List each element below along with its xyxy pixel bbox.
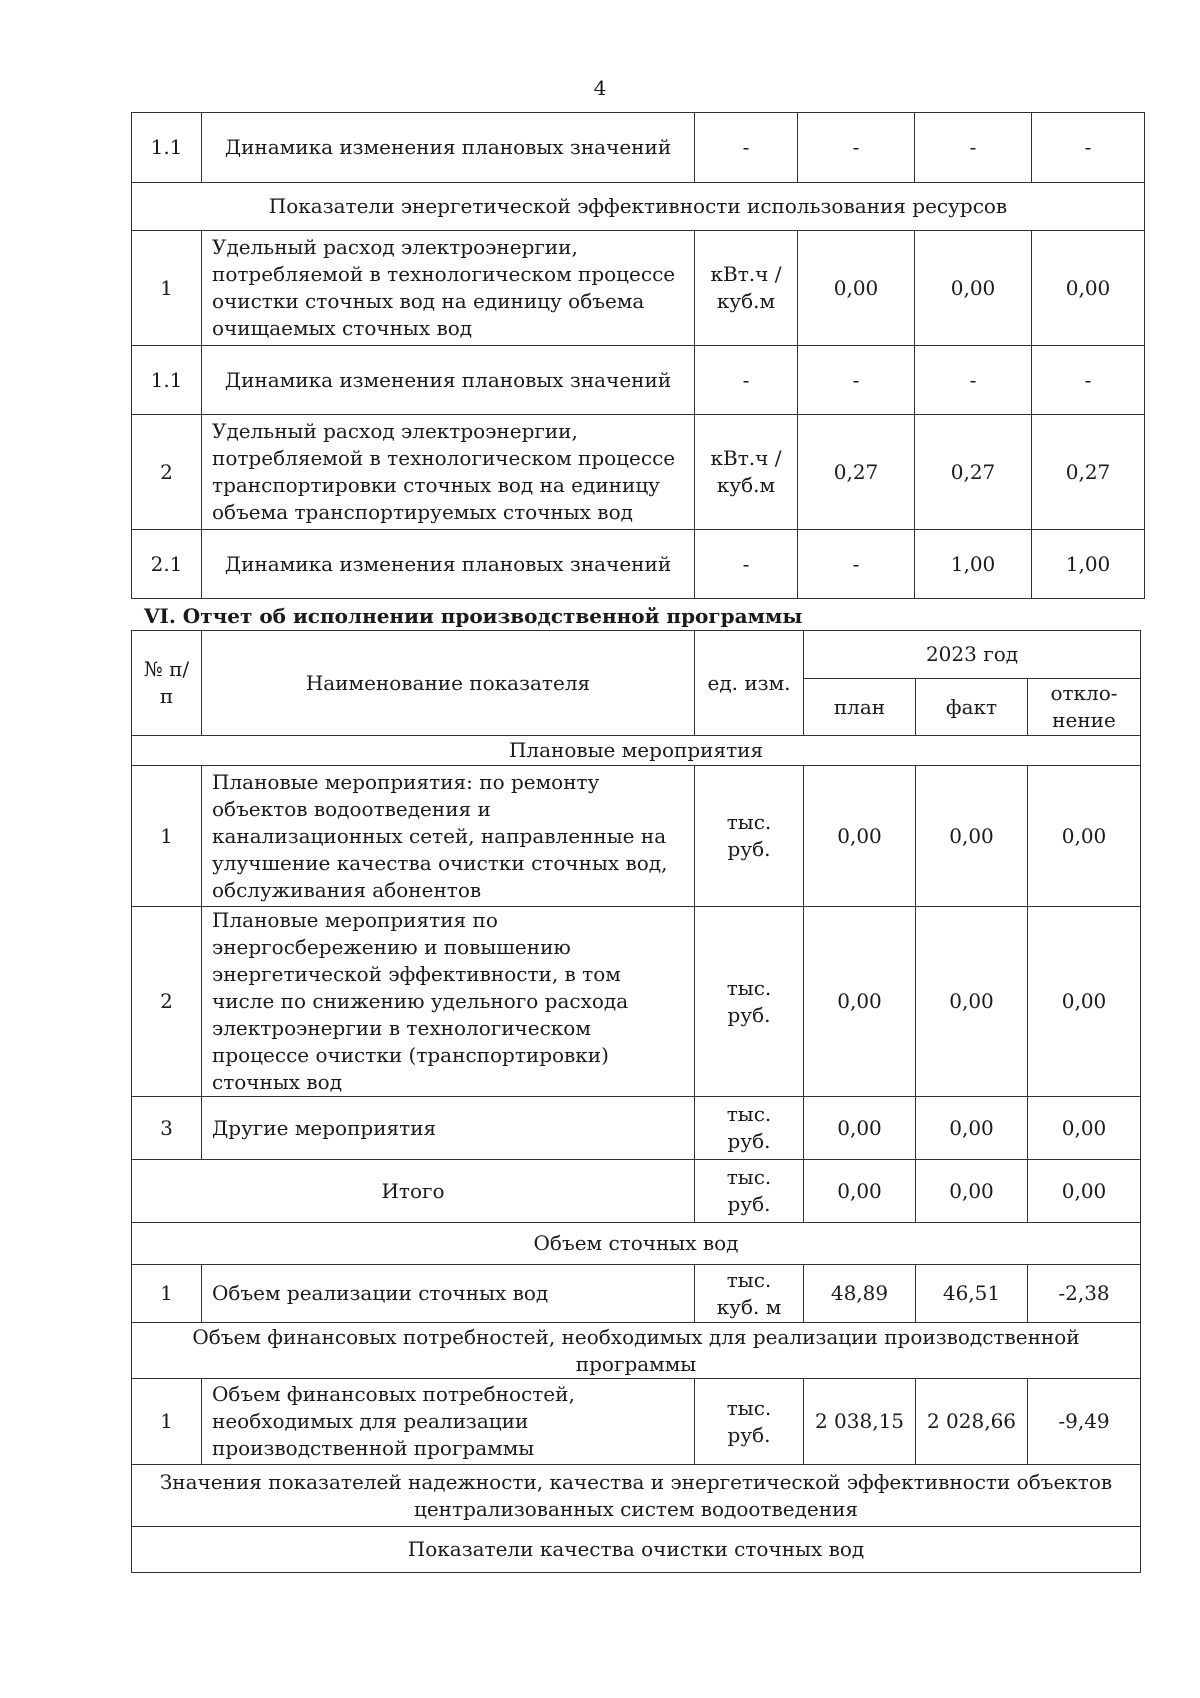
- deviation-cell: -2,38: [1028, 1265, 1141, 1323]
- row-number: 2.1: [132, 530, 202, 599]
- section-row: [132, 183, 1145, 231]
- value-cell: -: [915, 113, 1032, 183]
- value-cell: 0,00: [1032, 231, 1145, 346]
- deviation-cell: 0,00: [1028, 907, 1141, 1097]
- value-cell: 0,00: [915, 231, 1032, 346]
- row-number: 2: [132, 907, 202, 1097]
- indicator-name: Объем финансовых потребностей, необходимых для реализации производственной программы: [202, 1379, 695, 1465]
- unit-cell: тыс. руб.: [695, 1097, 804, 1160]
- section-title: Показатели качества очистки сточных вод: [132, 1527, 1141, 1573]
- total-label: Итого: [132, 1160, 695, 1223]
- section-heading: VI. Отчет об исполнении производственной программы: [144, 604, 803, 628]
- indicators-table: [131, 112, 1145, 599]
- unit-cell: тыс. куб. м: [695, 1265, 804, 1323]
- table-row: [132, 1379, 1141, 1465]
- plan-cell: 0,00: [804, 1160, 916, 1223]
- fact-cell: 2 028,66: [916, 1379, 1028, 1465]
- table-row: [132, 346, 1145, 415]
- table-row: [132, 1265, 1141, 1323]
- value-cell: 0,27: [1032, 415, 1145, 530]
- fact-cell: 0,00: [916, 1160, 1028, 1223]
- page-number: 4: [593, 76, 607, 100]
- section-row: [132, 1323, 1141, 1379]
- section-row: [132, 1527, 1141, 1573]
- unit-cell: тыс. руб.: [695, 907, 804, 1097]
- col-header-name: Наименование показателя: [202, 631, 695, 736]
- plan-cell: 48,89: [804, 1265, 916, 1323]
- row-number: 1: [132, 231, 202, 346]
- unit-cell: -: [695, 530, 798, 599]
- value-cell: -: [1032, 346, 1145, 415]
- section-title: Объем финансовых потребностей, необходимых для реализации производственной программы: [132, 1323, 1141, 1379]
- col-header-number: № п/п: [132, 631, 202, 736]
- indicator-name: Другие мероприятия: [202, 1097, 695, 1160]
- section-row: [132, 1465, 1141, 1527]
- indicator-name: Динамика изменения плановых значений: [202, 346, 695, 415]
- section-row: [132, 736, 1141, 766]
- col-header-year: 2023 год: [804, 631, 1141, 679]
- unit-cell: -: [695, 113, 798, 183]
- deviation-cell: -9,49: [1028, 1379, 1141, 1465]
- section-title: Показатели энергетической эффективности использования ресурсов: [132, 183, 1145, 231]
- indicator-name: Объем реализации сточных вод: [202, 1265, 695, 1323]
- fact-cell: 46,51: [916, 1265, 1028, 1323]
- deviation-cell: 0,00: [1028, 1097, 1141, 1160]
- report-table: [131, 630, 1141, 1573]
- table-row: [132, 231, 1145, 346]
- unit-cell: тыс. руб.: [695, 766, 804, 907]
- row-number: 1.1: [132, 113, 202, 183]
- indicator-name: Динамика изменения плановых значений: [202, 113, 695, 183]
- plan-cell: 0,00: [804, 766, 916, 907]
- unit-cell: кВт.ч / куб.м: [695, 231, 798, 346]
- table-row: [132, 907, 1141, 1097]
- row-number: 1: [132, 1379, 202, 1465]
- value-cell: 0,27: [798, 415, 915, 530]
- indicator-name: Удельный расход электроэнергии, потребляемой в технологическом процессе транспортировки сточных вод на единицу объема транспортируемых сточных вод: [202, 415, 695, 530]
- table-row: [132, 530, 1145, 599]
- section-title: Плановые мероприятия: [132, 736, 1141, 766]
- row-number: 1: [132, 766, 202, 907]
- fact-cell: 0,00: [916, 1097, 1028, 1160]
- value-cell: -: [798, 113, 915, 183]
- indicator-name: Удельный расход электроэнергии, потребляемой в технологическом процессе очистки сточных вод на единицу объема очищаемых сточных вод: [202, 231, 695, 346]
- section-title: Объем сточных вод: [132, 1223, 1141, 1265]
- row-number: 3: [132, 1097, 202, 1160]
- value-cell: 0,27: [915, 415, 1032, 530]
- value-cell: 1,00: [1032, 530, 1145, 599]
- value-cell: -: [915, 346, 1032, 415]
- col-header-fact: факт: [916, 679, 1028, 736]
- indicator-name: Динамика изменения плановых значений: [202, 530, 695, 599]
- value-cell: -: [1032, 113, 1145, 183]
- fact-cell: 0,00: [916, 766, 1028, 907]
- deviation-cell: 0,00: [1028, 766, 1141, 907]
- unit-cell: тыс. руб.: [695, 1379, 804, 1465]
- value-cell: 0,00: [798, 231, 915, 346]
- value-cell: -: [798, 346, 915, 415]
- row-number: 1: [132, 1265, 202, 1323]
- table-row: [132, 766, 1141, 907]
- section-row: [132, 1223, 1141, 1265]
- deviation-cell: 0,00: [1028, 1160, 1141, 1223]
- section-title: Значения показателей надежности, качества и энергетической эффективности объектов централизованных систем водоотведения: [132, 1465, 1141, 1527]
- plan-cell: 2 038,15: [804, 1379, 916, 1465]
- table-row: [132, 415, 1145, 530]
- plan-cell: 0,00: [804, 907, 916, 1097]
- value-cell: -: [798, 530, 915, 599]
- total-row: [132, 1160, 1141, 1223]
- table-row: [132, 113, 1145, 183]
- indicator-name: Плановые мероприятия по энергосбережению и повышению энергетической эффективности, в том числе по снижению удельного расхода электроэнергии в технологическом процессе очистки (транспортировки) сточных вод: [202, 907, 695, 1097]
- row-number: 2: [132, 415, 202, 530]
- indicator-name: Плановые мероприятия: по ремонту объектов водоотведения и канализационных сетей, направленные на улучшение качества очистки сточных вод, обслуживания абонентов: [202, 766, 695, 907]
- row-number: 1.1: [132, 346, 202, 415]
- plan-cell: 0,00: [804, 1097, 916, 1160]
- fact-cell: 0,00: [916, 907, 1028, 1097]
- col-header-unit: ед. изм.: [695, 631, 804, 736]
- value-cell: 1,00: [915, 530, 1032, 599]
- unit-cell: тыс. руб.: [695, 1160, 804, 1223]
- unit-cell: кВт.ч / куб.м: [695, 415, 798, 530]
- col-header-plan: план: [804, 679, 916, 736]
- col-header-deviation: откло-нение: [1028, 679, 1141, 736]
- unit-cell: -: [695, 346, 798, 415]
- table-row: [132, 1097, 1141, 1160]
- header-row: [132, 631, 1141, 679]
